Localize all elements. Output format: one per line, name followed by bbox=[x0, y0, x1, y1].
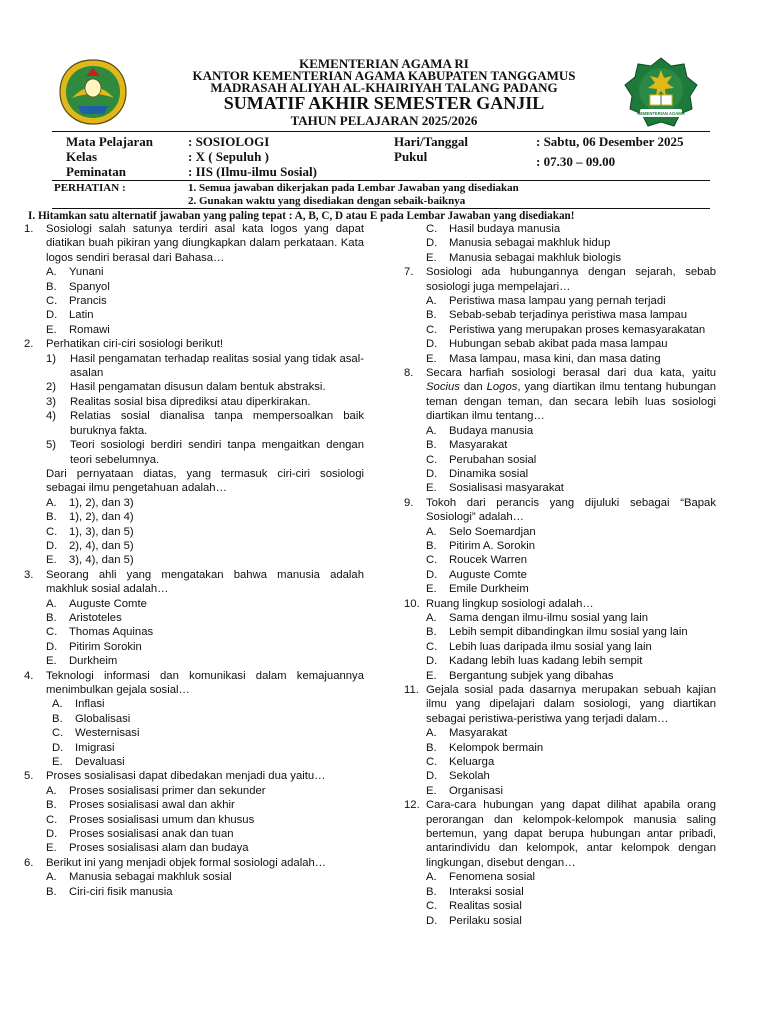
option-item bbox=[24, 885, 364, 899]
option-text: Roucek Warren bbox=[449, 554, 528, 567]
question-number: 11. bbox=[404, 684, 419, 696]
question-text: Sosiologi salah satunya terdiri asal kata logos yang dapat diatikan buah pikiran yang diungkapkan dalam perkataan. Kata logos sendiri berasal dari Bahasa… bbox=[46, 223, 364, 264]
option-item bbox=[404, 352, 716, 366]
option-text: Durkheim bbox=[69, 655, 118, 668]
question-text: Seorang ahli yang mengatakan bahwa manusia adalah makhluk sosial adalah… bbox=[46, 568, 364, 596]
statement-item bbox=[24, 352, 364, 381]
option-item bbox=[24, 827, 364, 841]
day-label: Hari/Tanggal bbox=[394, 134, 468, 149]
option-item bbox=[404, 625, 716, 639]
option-item bbox=[404, 669, 716, 683]
option-letter: E. bbox=[426, 784, 437, 797]
option-letter: A. bbox=[426, 525, 437, 538]
option-item bbox=[24, 784, 364, 798]
option-letter: B. bbox=[46, 885, 57, 898]
class-value: : X ( Sepuluh ) bbox=[188, 149, 269, 164]
question-number: 12. bbox=[404, 799, 420, 812]
header-divider bbox=[52, 131, 710, 132]
option-text: Ciri-ciri fisik manusia bbox=[69, 885, 173, 898]
option-letter: B. bbox=[426, 626, 437, 639]
option-letter: C. bbox=[426, 756, 438, 769]
question-number: 7. bbox=[404, 266, 414, 279]
option-text: Kadang lebih luas kadang lebih sempit bbox=[449, 655, 643, 668]
option-text: Interaksi sosial bbox=[449, 885, 524, 898]
option-item bbox=[24, 510, 364, 524]
ministry-name: KEMENTERIAN AGAMA RI bbox=[299, 56, 469, 71]
option-text: 1), 2), dan 3) bbox=[69, 496, 134, 509]
option-text: Pitirim A. Sorokin bbox=[449, 539, 536, 552]
option-text: Sosialisasi masyarakat bbox=[449, 482, 564, 495]
option-text: Masyarakat bbox=[449, 439, 508, 452]
option-letter: A. bbox=[52, 698, 63, 711]
option-text: Globalisasi bbox=[75, 712, 131, 725]
option-letter: B. bbox=[426, 439, 437, 452]
day-value: : Sabtu, 06 Desember 2025 bbox=[536, 134, 684, 149]
option-item bbox=[404, 467, 716, 481]
option-text: Imigrasi bbox=[75, 741, 115, 754]
logo-text: KEMENTERIAN AGAMA bbox=[637, 111, 685, 117]
option-text: 1), 2), dan 4) bbox=[69, 511, 134, 524]
notice-item-2: 2. Gunakan waktu yang disediakan dengan sebaik-baiknya bbox=[188, 195, 466, 207]
option-letter: E. bbox=[46, 655, 57, 668]
option-letter: E. bbox=[426, 352, 437, 365]
option-text: Spanyol bbox=[69, 280, 110, 293]
option-letter: E. bbox=[46, 554, 57, 567]
option-item bbox=[24, 539, 364, 553]
option-item bbox=[404, 438, 716, 452]
option-letter: B. bbox=[46, 611, 57, 624]
option-item bbox=[404, 870, 716, 884]
statement-text: Hasil pengamatan terhadap realitas sosial yang tidak asal-asalan bbox=[70, 352, 364, 380]
question-number: 10. bbox=[404, 597, 420, 610]
option-item bbox=[404, 726, 716, 740]
option-item bbox=[404, 568, 716, 582]
statement-item bbox=[24, 395, 364, 409]
question-column-left bbox=[24, 222, 364, 899]
question-text: Berikut ini yang menjadi objek formal sosiologi adalah… bbox=[46, 856, 327, 869]
option-item bbox=[24, 741, 364, 755]
option-letter: E. bbox=[426, 482, 437, 495]
option-item bbox=[24, 265, 364, 279]
option-item bbox=[24, 323, 364, 337]
option-item bbox=[24, 496, 364, 510]
option-letter: E. bbox=[426, 583, 437, 596]
option-letter: C. bbox=[46, 525, 58, 538]
option-item bbox=[24, 525, 364, 539]
option-item bbox=[404, 611, 716, 625]
option-text: Auguste Comte bbox=[449, 568, 527, 581]
option-text: Organisasi bbox=[449, 784, 503, 797]
option-item bbox=[24, 308, 364, 322]
option-text: Emile Durkheim bbox=[449, 583, 529, 596]
option-text: Westernisasi bbox=[75, 727, 140, 740]
option-text: Perubahan sosial bbox=[449, 453, 537, 466]
option-item bbox=[24, 726, 364, 740]
option-item bbox=[404, 755, 716, 769]
question-column-right bbox=[404, 222, 716, 928]
option-text: Manusia sebagai makhluk hidup bbox=[449, 237, 611, 250]
option-letter: D. bbox=[46, 309, 58, 322]
question-text: Ruang lingkup sosiologi adalah… bbox=[426, 597, 594, 610]
option-letter: C. bbox=[46, 626, 58, 639]
option-letter: C. bbox=[426, 323, 438, 336]
option-text: Proses sosialisasi awal dan akhir bbox=[69, 799, 235, 812]
option-text: Pitirim Sorokin bbox=[69, 640, 142, 653]
question-10 bbox=[404, 597, 716, 611]
notice-divider bbox=[52, 208, 710, 209]
statement-item bbox=[24, 438, 364, 467]
section-instruction: I. Hitamkan satu alternatif jawaban yang paling tepat : A, B, C, D atau E pada Lembar Jawaban yang disediakan! bbox=[28, 210, 575, 222]
notice-label: PERHATIAN : bbox=[54, 182, 126, 194]
school-name: MADRASAH ALIYAH AL-KHAIRIYAH TALANG PADANG bbox=[210, 80, 558, 95]
option-text: 2), 4), dan 5) bbox=[69, 539, 134, 552]
question-11 bbox=[404, 683, 716, 726]
option-item bbox=[404, 914, 716, 928]
statement-number: 1) bbox=[46, 352, 57, 365]
option-item bbox=[404, 769, 716, 783]
option-letter: D. bbox=[46, 828, 58, 841]
option-item bbox=[404, 654, 716, 668]
option-text: Hasil budaya manusia bbox=[449, 223, 561, 235]
option-text: Bergantung subjek yang dibahas bbox=[449, 669, 614, 682]
option-item bbox=[404, 784, 716, 798]
question-number: 3. bbox=[24, 568, 34, 581]
option-letter: C. bbox=[426, 640, 438, 653]
question-text: Gejala sosial pada dasarnya merupakan sebuah kajian ilmu yang dipelajari dalam sosiologi, yang diartikan sebagai peristiwa-peristiwa yang terjadi dalam… bbox=[426, 684, 716, 725]
option-item bbox=[404, 308, 716, 322]
option-text: Hubungan sebab akibat pada masa lampau bbox=[449, 338, 668, 351]
time-value: : 07.30 – 09.00 bbox=[536, 154, 616, 169]
option-item bbox=[24, 798, 364, 812]
question-text: Teknologi informasi dan komunikasi dalam kemajuannya menimbulkan gejala sosial… bbox=[46, 669, 364, 696]
option-text: Masyarakat bbox=[449, 727, 508, 740]
major-value: : IIS (Ilmu-ilmu Sosial) bbox=[188, 164, 317, 179]
option-letter: C. bbox=[46, 813, 58, 826]
statement-number: 2) bbox=[46, 381, 57, 394]
question-text-part: , yang diartikan ilmu tentang hubungan teman dengan teman, dan secara lebih luas sosiologi diartikan ilmu tentang… bbox=[426, 381, 716, 423]
question-text-part: dan bbox=[459, 381, 487, 394]
option-item bbox=[404, 424, 716, 438]
time-label: Pukul bbox=[394, 149, 428, 164]
option-letter: D. bbox=[46, 539, 58, 552]
option-text: Sebab-sebab terjadinya peristiwa masa lampau bbox=[449, 309, 687, 322]
option-letter: A. bbox=[46, 266, 57, 279]
option-item bbox=[24, 597, 364, 611]
question-text: Cara-cara hubungan yang dapat dilihat apabila orang perorangan dan kelompok-kelompok manusia saling bertemun, yang dapat berupa hubungan antar pribadi, antarindividu dan kelompok, antar kelompok dengan lingkungan, disebut dengan… bbox=[426, 799, 716, 869]
option-text: Devaluasi bbox=[75, 756, 125, 769]
option-letter: D. bbox=[426, 338, 438, 351]
option-letter: A. bbox=[46, 871, 57, 884]
option-letter: B. bbox=[426, 885, 437, 898]
option-letter: E. bbox=[426, 669, 437, 682]
option-letter: A. bbox=[46, 784, 57, 797]
option-letter: D. bbox=[52, 741, 64, 754]
major-label: Peminatan bbox=[66, 164, 126, 179]
option-text: Latin bbox=[69, 309, 94, 322]
option-item bbox=[24, 625, 364, 639]
question-number: 2. bbox=[24, 338, 34, 351]
term-logos: Logos bbox=[486, 381, 518, 394]
statement-text: Teori sosiologi berdiri sendiri tanpa mengaitkan dengan teori sebelumnya. bbox=[70, 439, 364, 466]
option-letter: E. bbox=[52, 756, 63, 769]
subject-label: Mata Pelajaran bbox=[66, 134, 154, 149]
question-7 bbox=[404, 265, 716, 294]
statement-number: 3) bbox=[46, 395, 57, 408]
statement-number: 4) bbox=[46, 410, 57, 423]
option-letter: E. bbox=[46, 323, 57, 336]
question-number: 4. bbox=[24, 669, 34, 682]
option-text: Lebih sempit dibandingkan ilmu sosial yang lain bbox=[449, 626, 688, 639]
option-item bbox=[404, 251, 716, 265]
document-header bbox=[0, 0, 768, 132]
option-text: Proses sosialisasi umum dan khusus bbox=[69, 813, 255, 826]
option-text: Proses sosialisasi anak dan tuan bbox=[69, 828, 234, 841]
class-label: Kelas bbox=[66, 149, 98, 164]
regency-emblem-icon bbox=[58, 58, 128, 126]
option-letter: A. bbox=[426, 295, 437, 308]
option-letter: D. bbox=[426, 568, 438, 581]
question-text: Proses sosialisasi dapat dibedakan menjadi dua yaitu… bbox=[46, 770, 326, 783]
option-letter: B. bbox=[46, 799, 57, 812]
question-followup-text: Dari pernyataan diatas, yang termasuk ciri-ciri sosiologi sebagai ilmu pengetahuan adalah… bbox=[46, 467, 364, 495]
option-letter: A. bbox=[426, 611, 437, 624]
option-text: Keluarga bbox=[449, 756, 495, 769]
question-number: 6. bbox=[24, 856, 34, 869]
question-12 bbox=[404, 798, 716, 870]
option-item bbox=[24, 813, 364, 827]
question-1 bbox=[24, 222, 364, 265]
option-item bbox=[24, 712, 364, 726]
option-item bbox=[404, 294, 716, 308]
statement-item bbox=[24, 380, 364, 394]
statement-number: 5) bbox=[46, 439, 57, 452]
option-letter: C. bbox=[426, 453, 438, 466]
option-item bbox=[24, 640, 364, 654]
option-item bbox=[404, 525, 716, 539]
option-text: Yunani bbox=[69, 266, 104, 279]
option-text: Realitas sosial bbox=[449, 900, 522, 913]
info-divider bbox=[52, 180, 710, 181]
option-item bbox=[404, 337, 716, 351]
option-item bbox=[404, 885, 716, 899]
option-text: Thomas Aquinas bbox=[69, 626, 154, 639]
option-letter: C. bbox=[52, 727, 64, 740]
statement-item bbox=[24, 409, 364, 438]
option-item bbox=[24, 294, 364, 308]
option-item bbox=[404, 323, 716, 337]
option-letter: A. bbox=[46, 597, 57, 610]
exam-title: SUMATIF AKHIR SEMESTER GANJIL bbox=[223, 93, 545, 113]
question-4 bbox=[24, 669, 364, 698]
option-text: Manusia sebagai makhluk biologis bbox=[449, 251, 622, 264]
option-letter: A. bbox=[426, 727, 437, 740]
option-text: Dinamika sosial bbox=[449, 467, 529, 480]
question-number: 5. bbox=[24, 770, 34, 783]
office-name: KANTOR KEMENTERIAN AGAMA KABUPATEN TANGGAMUS bbox=[192, 68, 576, 83]
option-item bbox=[24, 553, 364, 567]
option-letter: C. bbox=[426, 554, 438, 567]
option-text: Peristiwa yang merupakan proses kemasyarakatan bbox=[449, 323, 706, 336]
question-text: Tokoh dari perancis yang dijuluki sebagai “Bapak Sosiologi” adalah… bbox=[426, 496, 716, 524]
option-text: 1), 3), dan 5) bbox=[69, 525, 134, 538]
question-text bbox=[426, 366, 716, 424]
option-text: Masa lampau, masa kini, dan masa dating bbox=[449, 352, 661, 365]
question-text: Sosiologi ada hubungannya dengan sejarah, sebab sosiologi juga mempelajari… bbox=[426, 266, 716, 293]
option-item bbox=[404, 481, 716, 495]
option-letter: C. bbox=[426, 223, 438, 235]
subject-value: : SOSIOLOGI bbox=[188, 134, 270, 149]
option-letter: D. bbox=[426, 655, 438, 668]
option-letter: A. bbox=[46, 496, 57, 509]
option-item bbox=[404, 222, 716, 236]
option-text: Peristiwa masa lampau yang pernah terjadi bbox=[449, 295, 666, 308]
option-text: Sekolah bbox=[449, 770, 490, 783]
question-5 bbox=[24, 769, 364, 783]
option-text: Fenomena sosial bbox=[449, 871, 536, 884]
question-text: Perhatikan ciri-ciri sosiologi berikut! bbox=[46, 338, 224, 351]
question-number: 8. bbox=[404, 367, 414, 380]
option-text: Lebih luas daripada ilmu sosial yang lain bbox=[449, 640, 652, 653]
option-letter: D. bbox=[426, 914, 438, 927]
option-item bbox=[404, 582, 716, 596]
option-text: Inflasi bbox=[75, 698, 105, 711]
option-letter: A. bbox=[426, 871, 437, 884]
question-3 bbox=[24, 568, 364, 597]
option-text: Aristoteles bbox=[69, 611, 122, 624]
option-text: Proses sosialisasi primer dan sekunder bbox=[69, 784, 266, 797]
option-letter: D. bbox=[46, 640, 58, 653]
option-letter: B. bbox=[426, 741, 437, 754]
option-letter: E. bbox=[46, 842, 57, 855]
option-letter: E. bbox=[426, 251, 437, 264]
option-item bbox=[24, 870, 364, 884]
question-number: 1. bbox=[24, 223, 34, 235]
option-letter: D. bbox=[426, 770, 438, 783]
option-item bbox=[404, 741, 716, 755]
option-item bbox=[404, 640, 716, 654]
option-item bbox=[404, 539, 716, 553]
question-6 bbox=[24, 856, 364, 870]
statement-text: Relatias sosial dianalisa tanpa mempersoalkan baik buruknya fakta. bbox=[70, 410, 364, 437]
option-item bbox=[404, 553, 716, 567]
option-letter: B. bbox=[46, 511, 57, 524]
statement-text: Hasil pengamatan disusun dalam bentuk abstraksi. bbox=[70, 381, 326, 394]
option-text: Kelompok bermain bbox=[449, 741, 544, 754]
option-letter: D. bbox=[426, 237, 438, 250]
option-letter: C. bbox=[46, 295, 58, 308]
statement-text: Realitas sosial bisa diprediksi atau diperkirakan. bbox=[70, 395, 311, 408]
option-letter: B. bbox=[426, 539, 437, 552]
option-item bbox=[24, 697, 364, 711]
question-text-part: Secara harfiah sosiologi berasal dari dua kata, yaitu bbox=[426, 367, 716, 380]
option-item bbox=[404, 236, 716, 250]
option-item bbox=[24, 654, 364, 668]
option-text: Proses sosialisasi alam dan budaya bbox=[69, 842, 249, 855]
option-text: 3), 4), dan 5) bbox=[69, 554, 134, 567]
option-text: Perilaku sosial bbox=[449, 914, 522, 927]
option-text: Selo Soemardjan bbox=[449, 525, 536, 538]
option-text: Romawi bbox=[69, 323, 110, 336]
option-letter: B. bbox=[52, 712, 63, 725]
question-9 bbox=[404, 496, 716, 525]
notice-item-1: 1. Semua jawaban dikerjakan pada Lembar Jawaban yang disediakan bbox=[188, 182, 519, 194]
option-text: Budaya manusia bbox=[449, 424, 534, 437]
option-item bbox=[404, 899, 716, 913]
option-text: Auguste Comte bbox=[69, 597, 147, 610]
option-text: Manusia sebagai makhluk sosial bbox=[69, 871, 232, 884]
question-number: 9. bbox=[404, 496, 414, 509]
option-text: Prancis bbox=[69, 295, 107, 308]
option-letter: D. bbox=[426, 467, 438, 480]
option-text: Sama dengan ilmu-ilmu sosial yang lain bbox=[449, 611, 649, 624]
question-2 bbox=[24, 337, 364, 351]
option-item bbox=[404, 453, 716, 467]
option-letter: B. bbox=[426, 309, 437, 322]
option-item bbox=[24, 755, 364, 769]
option-letter: C. bbox=[426, 900, 438, 913]
academic-year: TAHUN PELAJARAN 2025/2026 bbox=[290, 113, 478, 128]
option-item bbox=[24, 611, 364, 625]
question-8 bbox=[404, 366, 716, 424]
option-item bbox=[24, 841, 364, 855]
ministry-of-religion-logo-icon bbox=[624, 57, 698, 129]
option-letter: A. bbox=[426, 424, 437, 437]
term-socius: Socius bbox=[426, 381, 460, 394]
option-item bbox=[24, 280, 364, 294]
option-letter: B. bbox=[46, 280, 57, 293]
